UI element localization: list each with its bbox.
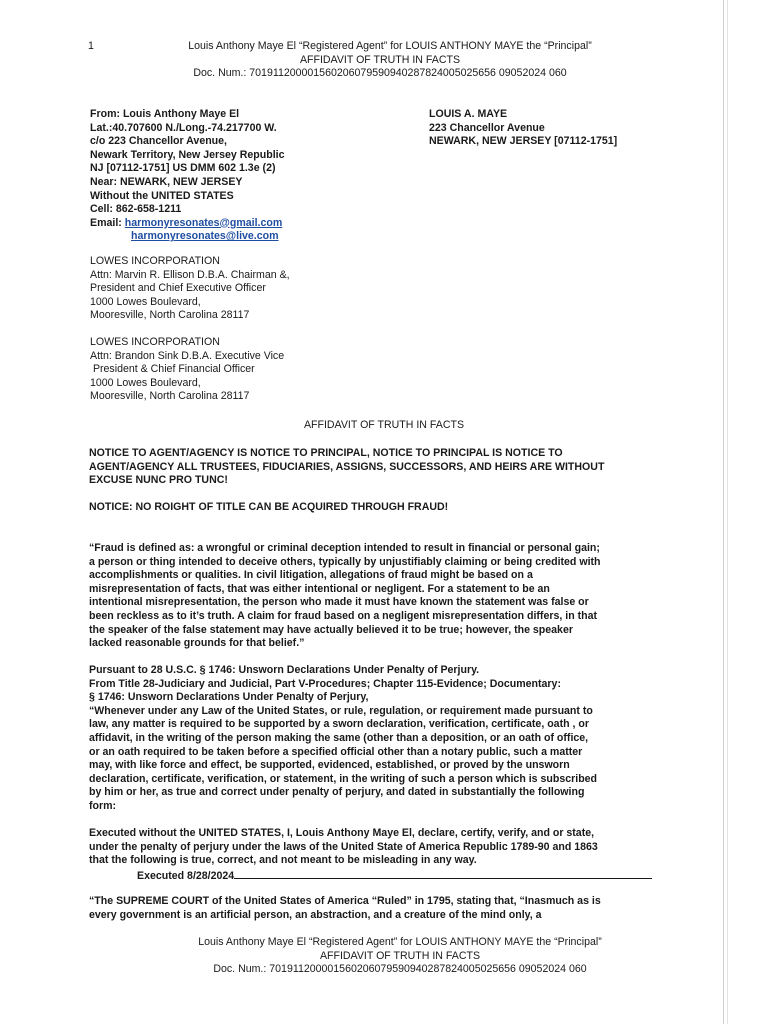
sender-address-block bbox=[90, 108, 285, 244]
address-line: President & Chief Financial Officer bbox=[90, 363, 255, 376]
notice-line: NOTICE TO AGENT/AGENCY IS NOTICE TO PRINCIPAL, NOTICE TO PRINCIPAL IS NOTICE TO bbox=[89, 447, 563, 459]
paragraph-line: Executed without the UNITED STATES, I, Louis Anthony Maye El, declare, certify, verify, and or state, bbox=[89, 827, 595, 839]
paragraph-line: may, with like force and effect, be supported, evidenced, established, or proved by the unsworn bbox=[89, 759, 570, 772]
address-line: Mooresville, North Carolina 28117 bbox=[90, 309, 250, 322]
page-edge-line bbox=[723, 0, 724, 1024]
sender-line: c/o 223 Chancellor Avenue, bbox=[90, 135, 227, 148]
address-line: Mooresville, North Carolina 28117 bbox=[90, 390, 250, 403]
recipient-line: LOUIS A. MAYE bbox=[429, 108, 508, 120]
paragraph-line: form: bbox=[89, 799, 117, 812]
notice-line: NOTICE: NO ROIGHT OF TITLE CAN BE ACQUIRED THROUGH FRAUD! bbox=[89, 501, 449, 513]
email-label: Email: bbox=[90, 216, 122, 229]
footer-line-3: Doc. Num.: 70191120000156020607959094028782400502565​6 09052024 060 bbox=[213, 963, 587, 975]
address-line: Attn: Marvin R. Ellison D.B.A. Chairman &, bbox=[90, 268, 290, 281]
paragraph-line: From Title 28-Judiciary and Judicial, Part V-Procedures; Chapter 115-Evidence; Documentary: bbox=[89, 677, 561, 690]
address-line: Attn: Brandon Sink D.B.A. Executive Vice bbox=[90, 349, 285, 362]
signature-line bbox=[234, 868, 652, 879]
lowes-recipient-cfo bbox=[90, 336, 284, 404]
paragraph-line: by him or her, as true and correct under penalty of perjury, and dated in substantially the following bbox=[89, 786, 585, 799]
address-line: LOWES INCORPORATION bbox=[90, 336, 220, 348]
notice-line: AGENT/AGENCY ALL TRUSTEES, FIDUCIARIES, ASSIGNS, SUCCESSORS, AND HEIRS ARE WITHOUT bbox=[89, 460, 605, 473]
fraud-definition-paragraph bbox=[89, 542, 689, 651]
paragraph-line: “Whenever under any Law of the United States, or rule, regulation, or requirement made pursuant to bbox=[89, 704, 593, 717]
sender-line: Near: NEWARK, NEW JERSEY bbox=[90, 175, 243, 188]
paragraph-line: affidavit, in the writing of the person making the same (other than a deposition, or an oath of office, bbox=[89, 731, 589, 744]
paragraph-line: intentional misrepresentation, the person who made it must have known the statement was false or bbox=[89, 596, 589, 609]
paragraph-line: accomplishments or qualities. In civil litigation, allegations of fraud might be based on a bbox=[89, 569, 533, 582]
header-line-2: AFFIDAVIT OF TRUTH IN FACTS bbox=[299, 53, 461, 66]
notice-line: EXCUSE NUNC PRO TUNC! bbox=[89, 474, 228, 487]
paragraph-line: a person or thing intended to deceive others, typically by unjustifiably claiming or being credited with bbox=[89, 555, 601, 568]
notice-agent-principal bbox=[89, 447, 689, 488]
sender-email-row bbox=[90, 217, 285, 231]
sender-line: NJ [07112-1751] US DMM 602 1.3e (2) bbox=[90, 162, 276, 175]
paragraph-line: Pursuant to 28 U.S.C. § 1746: Unsworn Declarations Under Penalty of Perjury. bbox=[89, 664, 480, 676]
document-footer bbox=[80, 936, 720, 977]
paragraph-line: law, any matter is required to be supported by a sworn declaration, verification, certificate, oath , or bbox=[89, 718, 589, 731]
sender-line: Cell: 862-658-1211 bbox=[90, 203, 182, 216]
sender-line: Without the UNITED STATES bbox=[90, 189, 234, 202]
recipient-address-block bbox=[429, 108, 617, 149]
document-header bbox=[60, 40, 700, 81]
page-number: 1 bbox=[88, 40, 94, 52]
paragraph-line: “Fraud is defined as: a wrongful or criminal deception intended to result in financial or personal gain; bbox=[89, 542, 600, 554]
email-link-live[interactable]: harmonyresonates@live.com bbox=[131, 230, 279, 243]
paragraph-line: lacked reasonable grounds for that belief.” bbox=[89, 637, 305, 650]
recipient-line: 223 Chancellor Avenue bbox=[429, 121, 545, 134]
sender-line: Lat.:40.707600 N./Long.-74.217700 W. bbox=[90, 121, 277, 134]
execution-declaration bbox=[89, 827, 689, 883]
footer-line-2: AFFIDAVIT OF TRUTH IN FACTS bbox=[319, 949, 481, 962]
address-line: 1000 Lowes Boulevard, bbox=[90, 295, 201, 308]
sender-email-row-2 bbox=[90, 230, 285, 244]
paragraph-line: that the following is true, correct, and not meant to be misleading in any way. bbox=[89, 854, 477, 867]
paragraph-line: or an oath required to be taken before a specified official other than a notary public, such a matter bbox=[89, 745, 583, 758]
paragraph-line: § 1746: Unsworn Declarations Under Penalty of Perjury, bbox=[89, 691, 369, 704]
paragraph-line: the speaker of the false statement may have actually believed it to be true; however, the speaker bbox=[89, 623, 573, 636]
lowes-recipient-ceo bbox=[90, 255, 290, 323]
footer-line-1: Louis Anthony Maye El “Registered Agent” for LOUIS ANTHONY MAYE the “Principal” bbox=[198, 936, 602, 948]
header-line-3: Doc. Num.: 70191120000156020607959094028782400502565​6 09052024 060 bbox=[193, 67, 567, 79]
affidavit-title: AFFIDAVIT OF TRUTH IN FACTS bbox=[303, 419, 465, 431]
paragraph-line: “The SUPREME COURT of the United States of America “Ruled” in 1795, stating that, “Inasmuch as is bbox=[89, 895, 601, 907]
page-edge-line-secondary bbox=[727, 0, 728, 1024]
paragraph-line: misrepresentation of facts, that was either intentional or negligent. For a statement to be an bbox=[89, 582, 550, 595]
recipient-line: NEWARK, NEW JERSEY [07112-1751] bbox=[429, 135, 618, 148]
paragraph-line: every government is an artificial person, an abstraction, and a creature of the mind only, a bbox=[89, 908, 542, 921]
paragraph-line: declaration, certificate, verification, or statement, in the writing of such a person which is subscribed bbox=[89, 772, 598, 785]
address-line: President and Chief Executive Officer bbox=[90, 282, 266, 295]
executed-date: Executed 8/28/2024 bbox=[137, 869, 235, 882]
header-line-1: Louis Anthony Maye El “Registered Agent” for LOUIS ANTHONY MAYE the “Principal” bbox=[188, 40, 592, 52]
address-line: LOWES INCORPORATION bbox=[90, 255, 220, 267]
sender-line: Newark Territory, New Jersey Republic bbox=[90, 148, 285, 161]
supreme-court-paragraph bbox=[89, 895, 689, 922]
email-link-gmail[interactable]: harmonyresonates@gmail.com bbox=[124, 216, 283, 229]
executed-date-row bbox=[89, 868, 689, 884]
paragraph-line: under the penalty of perjury under the laws of the United State of America Republic 1789-90 and 1863 bbox=[89, 840, 598, 853]
notice-fraud-title bbox=[89, 501, 689, 515]
address-line: 1000 Lowes Boulevard, bbox=[90, 376, 201, 389]
usc-1746-section bbox=[89, 664, 689, 814]
sender-line: From: Louis Anthony Maye El bbox=[90, 108, 240, 120]
paragraph-line: been reckless as to it’s truth. A claim for fraud based on a negligent misrepresentation differs, in that bbox=[89, 609, 598, 622]
